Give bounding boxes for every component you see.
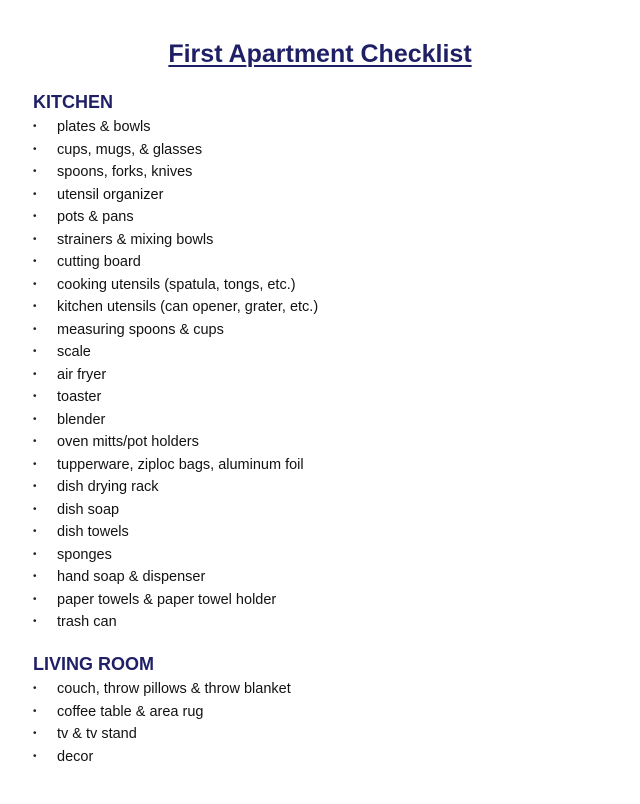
list-item <box>33 161 613 184</box>
list-item-label: dish drying rack <box>57 479 159 495</box>
list-item-label: trash can <box>57 614 117 630</box>
list-item-label: spoons, forks, knives <box>57 164 193 180</box>
bullet-icon: • <box>33 750 37 762</box>
list-item-label: dish towels <box>57 524 129 540</box>
list-item-label: utensil organizer <box>57 186 164 203</box>
list-item <box>33 364 613 387</box>
list-item <box>33 116 613 139</box>
list-item-label: cups, mugs, & glasses <box>57 141 203 158</box>
page-title-text: First Apartment Checklist <box>168 40 472 68</box>
list-item <box>33 431 613 454</box>
bullet-icon: • <box>33 323 37 335</box>
page-title <box>0 38 640 70</box>
list-item <box>33 296 613 319</box>
list-item-label: sponges <box>57 546 112 563</box>
list-item-label: kitchen utensils (can opener, grater, etc.) <box>57 299 319 315</box>
bullet-icon: • <box>33 188 37 200</box>
bullet-icon: • <box>33 413 37 425</box>
list-item <box>33 319 613 342</box>
bullet-icon: • <box>33 616 37 627</box>
bullet-icon: • <box>33 728 37 739</box>
bullet-icon: • <box>33 548 37 560</box>
section-heading-kitchen: KITCHEN <box>33 92 113 112</box>
bullet-icon: • <box>33 683 37 694</box>
bullet-icon: • <box>33 571 37 582</box>
bullet-icon: • <box>33 705 37 717</box>
list-item <box>33 139 613 162</box>
list-item-label: cutting board <box>57 254 141 270</box>
list-item-label: tupperware, ziploc bags, aluminum foil <box>57 456 304 473</box>
list-item-label: blender <box>57 411 106 428</box>
list-item <box>33 341 613 364</box>
list-item-label: plates & bowls <box>57 119 151 135</box>
list-item-label: toaster <box>57 389 102 405</box>
bullet-icon: • <box>33 458 37 470</box>
list-item-label: decor <box>57 748 94 765</box>
bullet-icon: • <box>33 233 37 245</box>
list-item-label: pots & pans <box>57 209 134 225</box>
list-item <box>33 521 613 544</box>
list-item-label: cooking utensils (spatula, tongs, etc.) <box>57 276 296 293</box>
list-item <box>33 229 613 252</box>
bullet-icon: • <box>33 256 37 267</box>
list-item <box>33 184 613 207</box>
bullet-icon: • <box>33 526 37 537</box>
bullet-icon: • <box>33 481 37 492</box>
list-item <box>33 589 613 612</box>
list-item <box>33 274 613 297</box>
list-item <box>33 746 613 769</box>
list-item <box>33 206 613 229</box>
kitchen-checklist <box>33 116 613 634</box>
section-heading-living-room: LIVING ROOM <box>33 654 154 674</box>
list-item <box>33 386 613 409</box>
list-item <box>33 476 613 499</box>
list-item-label: paper towels & paper towel holder <box>57 591 277 608</box>
list-item <box>33 566 613 589</box>
list-item-label: scale <box>57 344 91 360</box>
list-item <box>33 701 613 724</box>
living-room-checklist <box>33 678 613 768</box>
list-item <box>33 454 613 477</box>
bullet-icon: • <box>33 211 37 222</box>
list-item-label: dish soap <box>57 501 120 518</box>
list-item <box>33 544 613 567</box>
list-item <box>33 611 613 634</box>
bullet-icon: • <box>33 368 37 380</box>
list-item <box>33 678 613 701</box>
bullet-icon: • <box>33 301 37 312</box>
bullet-icon: • <box>33 503 37 515</box>
bullet-icon: • <box>33 121 37 132</box>
list-item-label: air fryer <box>57 366 107 383</box>
list-item <box>33 723 613 746</box>
bullet-icon: • <box>33 346 37 357</box>
section-kitchen <box>33 91 613 634</box>
bullet-icon: • <box>33 143 37 155</box>
list-item-label: oven mitts/pot holders <box>57 434 199 450</box>
list-item-label: strainers & mixing bowls <box>57 231 214 248</box>
list-item-label: measuring spoons & cups <box>57 321 224 338</box>
list-item <box>33 251 613 274</box>
bullet-icon: • <box>33 166 37 177</box>
list-item-label: tv & tv stand <box>57 726 137 742</box>
list-item-label: coffee table & area rug <box>57 703 204 720</box>
bullet-icon: • <box>33 436 37 447</box>
bullet-icon: • <box>33 278 37 290</box>
list-item <box>33 499 613 522</box>
bullet-icon: • <box>33 391 37 402</box>
section-living-room <box>33 653 613 768</box>
list-item-label: hand soap & dispenser <box>57 569 206 585</box>
list-item <box>33 409 613 432</box>
bullet-icon: • <box>33 593 37 605</box>
list-item-label: couch, throw pillows & throw blanket <box>57 681 291 697</box>
